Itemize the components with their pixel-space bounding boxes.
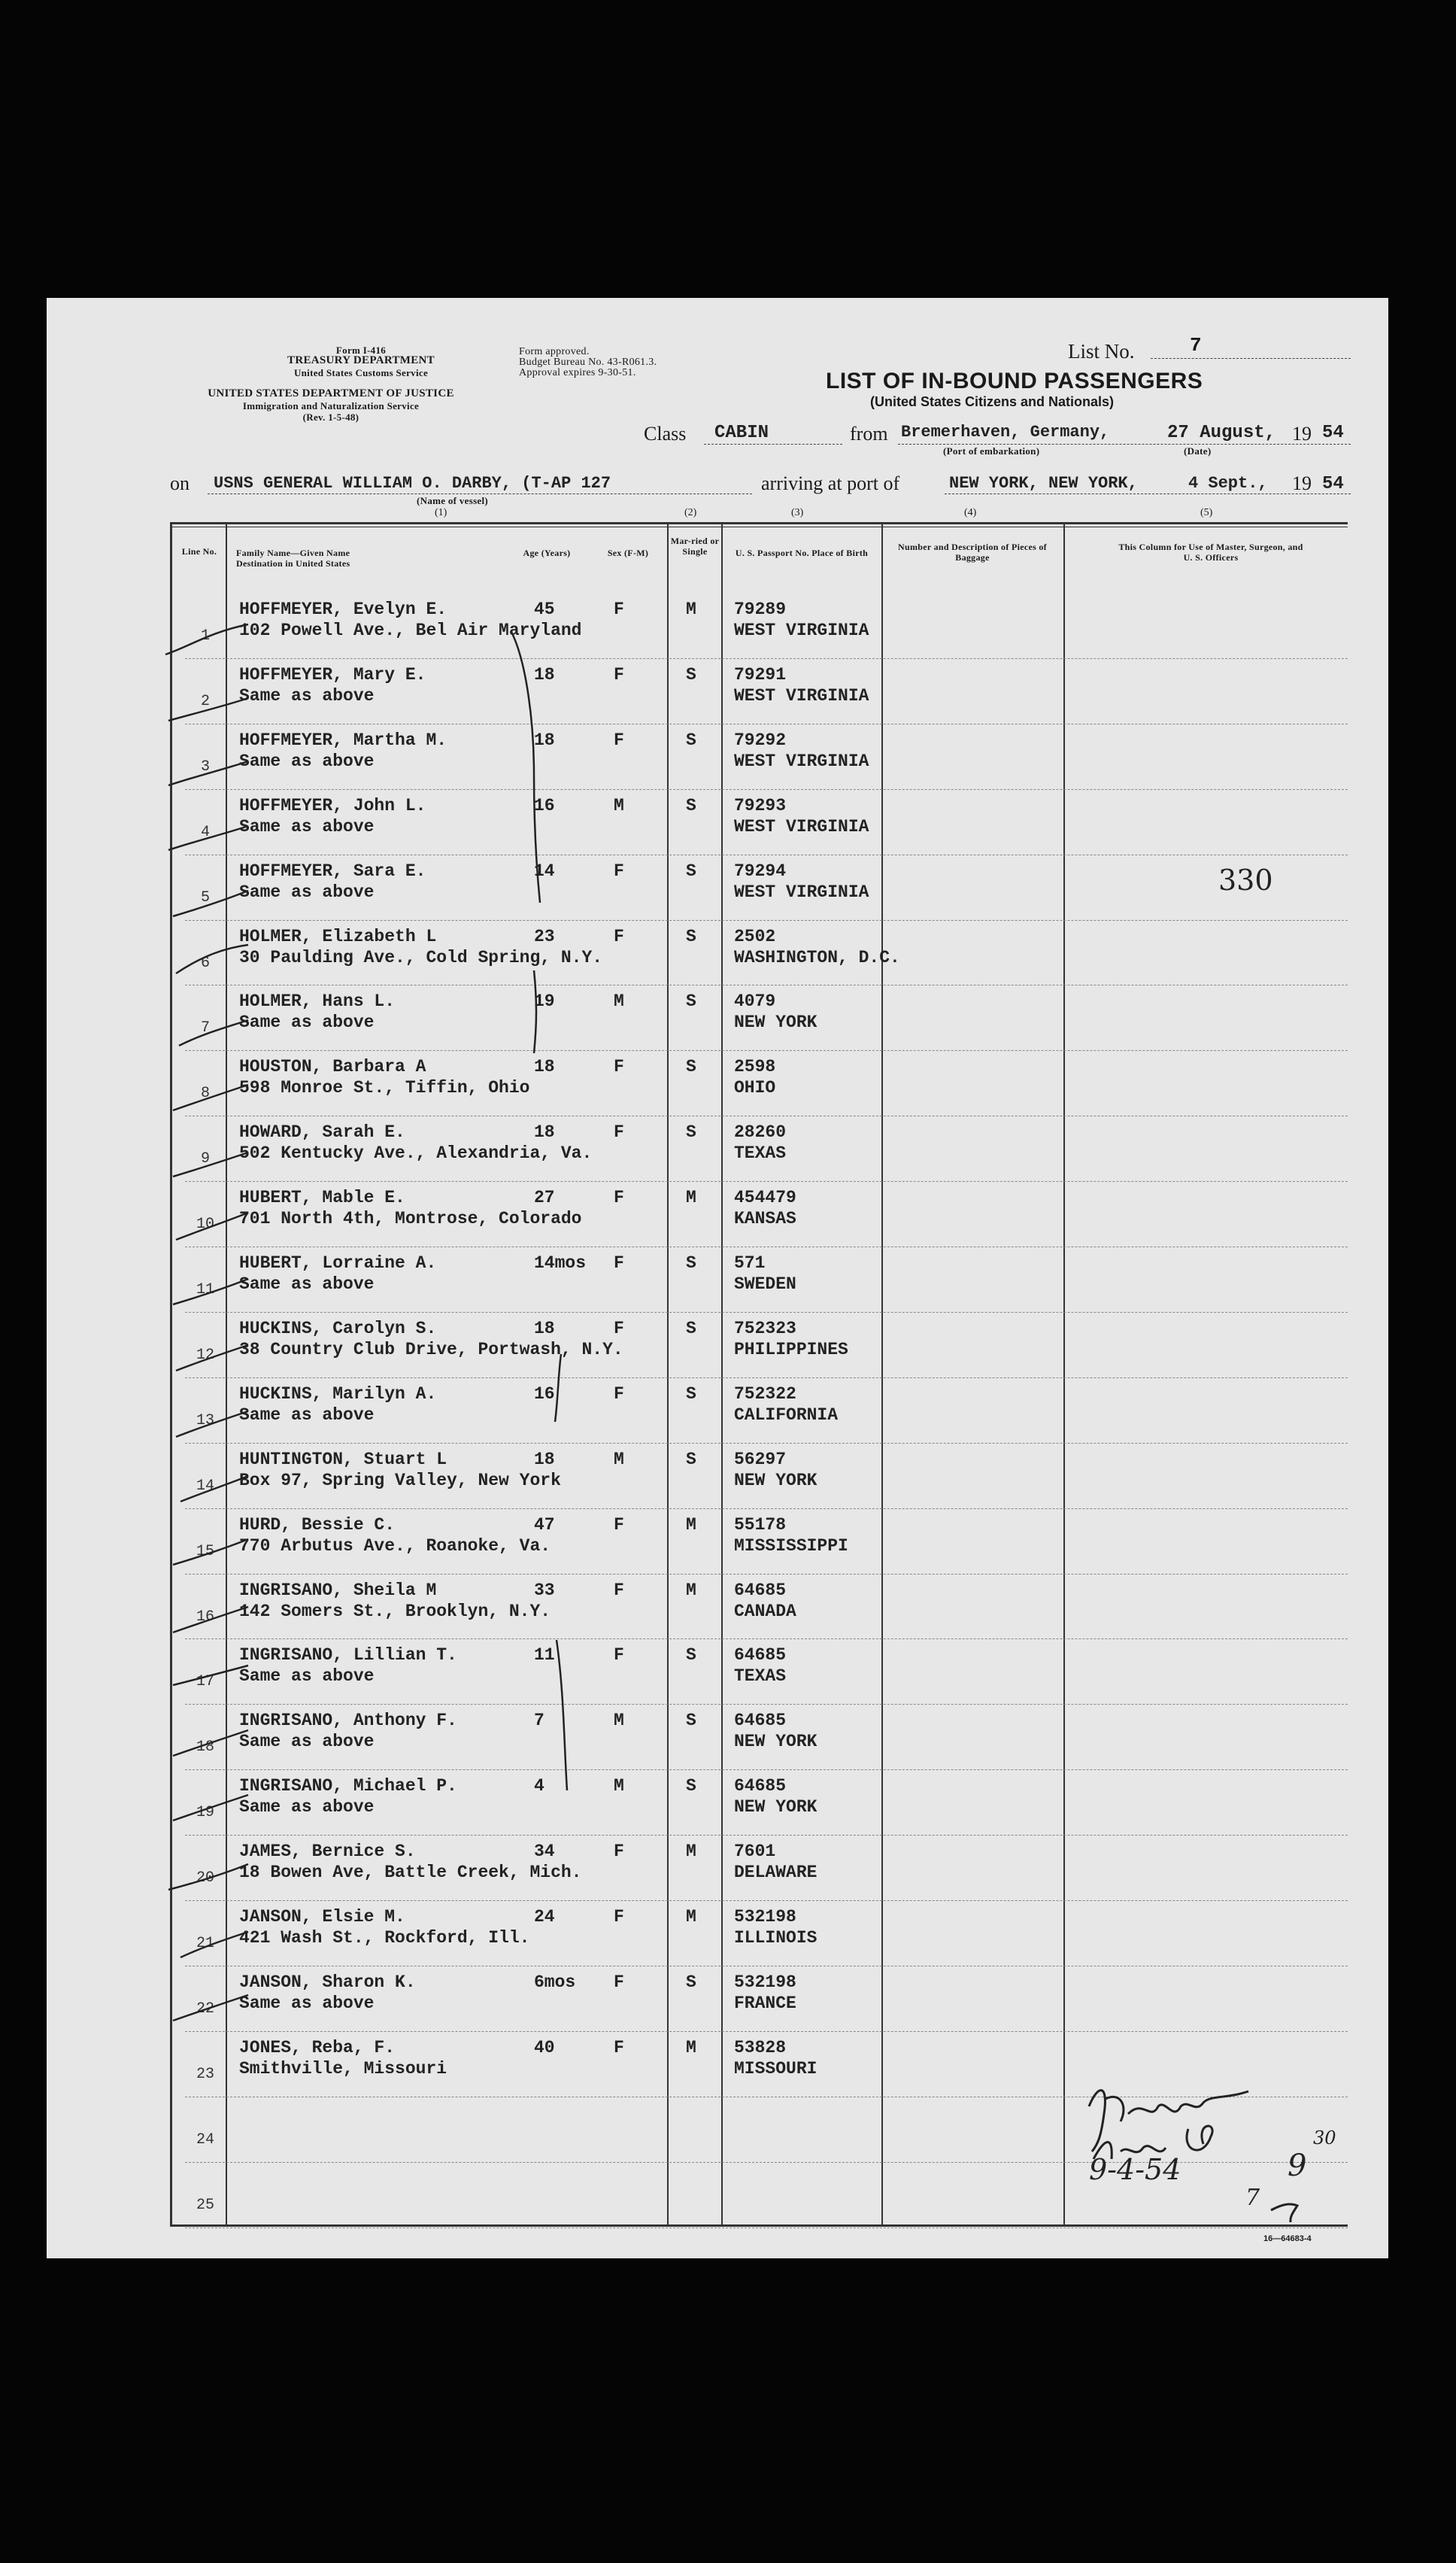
- passenger-age: 24: [534, 1907, 555, 1927]
- place-of-birth: CANADA: [734, 1601, 796, 1621]
- line-number: 25: [196, 2196, 214, 2214]
- passenger-address: 770 Arbutus Ave., Roanoke, Va.: [239, 1535, 551, 1556]
- passenger-address: 598 Monroe St., Tiffin, Ohio: [239, 1078, 530, 1098]
- passport-number: 55178: [734, 1514, 787, 1535]
- passenger-age: 19: [534, 991, 555, 1012]
- passenger-marital-status: M: [686, 1842, 696, 1862]
- passenger-address: Smithville, Missouri: [239, 2058, 447, 2079]
- passenger-address: Same as above: [239, 1666, 375, 1687]
- passenger-marital-status: S: [686, 664, 696, 685]
- passenger-sex: F: [614, 1514, 624, 1535]
- passenger-marital-status: M: [686, 1580, 696, 1600]
- line-number: 6: [200, 954, 210, 972]
- passenger-name: HURD, Bessie C.: [239, 1514, 396, 1535]
- passenger-address: Same as above: [239, 1732, 375, 1752]
- passenger-marital-status: S: [686, 1776, 696, 1796]
- customs-service: United States Customs Service: [293, 367, 429, 378]
- passport-number: 79294: [734, 861, 787, 881]
- arrival-port: NEW YORK, NEW YORK,: [949, 474, 1138, 493]
- header-destination: Destination in United States: [236, 558, 350, 569]
- vessel-name: USNS GENERAL WILLIAM O. DARBY, (T-AP 127: [214, 474, 611, 493]
- passenger-marital-status: S: [686, 861, 696, 881]
- place-of-birth: OHIO: [734, 1078, 776, 1098]
- place-of-birth: CALIFORNIA: [734, 1404, 839, 1425]
- passenger-name: HOFFMEYER, Mary E.: [239, 664, 426, 685]
- signature-stroke: [1089, 2091, 1248, 2152]
- header-passport: U. S. Passport No. Place of Birth: [735, 548, 869, 558]
- check-line-17: [173, 1666, 248, 1685]
- place-of-birth: WEST VIRGINIA: [734, 621, 869, 640]
- date-caption: (Date): [1184, 445, 1212, 457]
- check-line-3: [168, 761, 248, 785]
- check-line-20: [168, 1864, 248, 1890]
- year-2: 54: [1322, 474, 1344, 494]
- passport-number: 56297: [734, 1449, 787, 1469]
- check-line-8: [173, 1085, 248, 1110]
- line-number: 23: [196, 2065, 214, 2083]
- passenger-address: 18 Bowen Ave, Battle Creek, Mich.: [239, 1863, 582, 1883]
- place-of-birth: MISSOURI: [734, 2058, 817, 2079]
- place-of-birth: PHILIPPINES: [734, 1339, 848, 1359]
- passenger-age: 27: [534, 1188, 555, 1208]
- inspector-signature: [1075, 2076, 1406, 2227]
- list-number: 7: [1190, 334, 1202, 357]
- passenger-sex: F: [614, 1907, 624, 1927]
- passenger-sex: F: [614, 600, 624, 619]
- approval-line-1: Form approved.: [519, 346, 590, 357]
- passport-number: 571: [734, 1253, 766, 1273]
- passenger-age: 4: [534, 1776, 544, 1796]
- form-title: LIST OF IN-BOUND PASSENGERS: [826, 369, 1203, 393]
- class-value: CABIN: [714, 423, 769, 443]
- line-number: 19: [196, 1804, 214, 1822]
- divider-officers: [1063, 522, 1065, 2227]
- passenger-age: 45: [534, 600, 555, 619]
- passenger-age: 18: [534, 1122, 555, 1143]
- passenger-address: 38 Country Club Drive, Portwash, N.Y.: [239, 1339, 623, 1359]
- passenger-name: HUNTINGTON, Stuart L: [239, 1449, 447, 1469]
- col-num-4: (4): [964, 507, 977, 518]
- passenger-name: HUBERT, Lorraine A.: [239, 1253, 437, 1273]
- passenger-sex: F: [614, 1972, 624, 1992]
- place-of-birth: NEW YORK: [734, 1732, 817, 1752]
- check-line-5: [173, 888, 248, 916]
- place-of-birth: NEW YORK: [734, 1797, 817, 1817]
- line-number: 2: [200, 692, 210, 710]
- passenger-sex: F: [614, 1383, 624, 1404]
- passenger-age: 14: [534, 861, 555, 881]
- line-number: 5: [200, 888, 210, 906]
- passenger-name: HUBERT, Mable E.: [239, 1188, 405, 1208]
- check-line-19: [173, 1795, 248, 1821]
- passport-number: 4079: [734, 991, 776, 1012]
- passenger-marital-status: S: [686, 1449, 696, 1469]
- passenger-address: Same as above: [239, 751, 375, 771]
- approval-line-2: Budget Bureau No. 43-R061.3.: [519, 357, 657, 368]
- passenger-address: 421 Wash St., Rockford, Ill.: [239, 1928, 530, 1948]
- passenger-address: 502 Kentucky Ave., Alexandria, Va.: [239, 1143, 593, 1164]
- line-number: 10: [196, 1216, 214, 1234]
- passenger-age: 47: [534, 1514, 555, 1535]
- passenger-marital-status: M: [686, 1188, 696, 1208]
- signature-check: [1271, 2204, 1297, 2222]
- form-subtitle: (United States Citizens and Nationals): [869, 394, 1115, 409]
- line-number: 21: [196, 1935, 214, 1952]
- justice-dept: UNITED STATES DEPARTMENT OF JUSTICE: [208, 387, 454, 399]
- approval-line-3: Approval expires 9-30-51.: [519, 367, 636, 378]
- passport-number: 2598: [734, 1057, 776, 1077]
- passport-number: 532198: [734, 1907, 796, 1927]
- passenger-name: INGRISANO, Sheila M: [239, 1580, 437, 1600]
- passenger-age: 16: [534, 1383, 555, 1404]
- place-of-birth: TEXAS: [734, 1143, 787, 1164]
- passenger-address: 102 Powell Ave., Bel Air Maryland: [239, 621, 582, 640]
- passenger-marital-status: S: [686, 1122, 696, 1143]
- passenger-name: INGRISANO, Michael P.: [239, 1776, 457, 1796]
- age-bracket-line-2: [534, 970, 536, 1053]
- passenger-sex: F: [614, 1057, 624, 1077]
- passport-number: 2502: [734, 926, 776, 946]
- place-of-birth: SWEDEN: [734, 1274, 796, 1294]
- passenger-sex: F: [614, 1645, 624, 1666]
- hand-mark: 7: [1245, 2185, 1260, 2211]
- passenger-age: 18: [534, 664, 555, 685]
- list-number-line: [1151, 358, 1351, 359]
- line-number: 4: [200, 823, 210, 841]
- passenger-address: 142 Somers St., Brooklyn, N.Y.: [239, 1601, 551, 1621]
- passenger-address: Same as above: [239, 1993, 375, 2013]
- col-num-2: (2): [684, 507, 697, 518]
- passenger-age: 33: [534, 1580, 555, 1600]
- passenger-marital-status: S: [686, 1253, 696, 1273]
- header-baggage: Number and Description of Pieces of Baggage: [898, 542, 1047, 563]
- passenger-name: HUCKINS, Marilyn A.: [239, 1383, 437, 1404]
- passenger-address: Same as above: [239, 882, 375, 902]
- place-of-birth: KANSAS: [734, 1209, 796, 1229]
- check-line-21: [180, 1932, 248, 1957]
- line-number: 16: [196, 1608, 214, 1626]
- header-line-no: Line No.: [181, 546, 217, 557]
- passenger-marital-status: S: [686, 926, 696, 946]
- passenger-address: 30 Paulding Ave., Cold Spring, N.Y.: [239, 947, 603, 967]
- passenger-name: HOWARD, Sarah E.: [239, 1122, 405, 1143]
- passenger-name: JANSON, Sharon K.: [239, 1972, 416, 1992]
- passenger-age: 18: [534, 1449, 555, 1469]
- passenger-marital-status: M: [686, 1907, 696, 1927]
- inspection-date: 9-4-54: [1089, 2153, 1181, 2186]
- officer-number: 330: [1218, 864, 1273, 897]
- col-num-5: (5): [1200, 507, 1213, 518]
- check-line-7: [179, 1020, 248, 1046]
- passenger-age: 18: [534, 730, 555, 750]
- check-line-6: [176, 945, 248, 973]
- check-line-11: [173, 1279, 248, 1304]
- arrival-date: 4 Sept.,: [1188, 474, 1268, 493]
- from-label: from: [850, 423, 888, 445]
- passenger-address: Same as above: [239, 1797, 375, 1817]
- passenger-name: HOUSTON, Barbara A: [239, 1057, 426, 1077]
- passport-number: 79293: [734, 795, 787, 815]
- check-line-14: [180, 1476, 248, 1502]
- passenger-sex: F: [614, 1318, 624, 1338]
- treasury-dept: TREASURY DEPARTMENT: [287, 354, 435, 366]
- year-prefix-1: 19: [1292, 423, 1312, 445]
- passenger-name: INGRISANO, Anthony F.: [239, 1711, 457, 1731]
- passport-number: 532198: [734, 1972, 796, 1992]
- check-line-18: [173, 1730, 248, 1756]
- passport-number: 64685: [734, 1776, 787, 1796]
- line-number: 20: [196, 1869, 214, 1887]
- passenger-name: HOLMER, Elizabeth L: [239, 926, 437, 946]
- place-of-birth: NEW YORK: [734, 1470, 817, 1490]
- passenger-marital-status: S: [686, 1057, 696, 1077]
- line-number: 1: [200, 627, 210, 645]
- header-age: Age (Years): [523, 548, 571, 558]
- hand-check-marks: [158, 602, 835, 2106]
- passenger-name: HOFFMEYER, Sara E.: [239, 861, 426, 881]
- line-number: 9: [200, 1150, 210, 1168]
- passport-number: 79292: [734, 730, 787, 750]
- age-bracket-line-1: [511, 632, 540, 903]
- passport-number: 53828: [734, 2037, 787, 2057]
- line-number: 17: [196, 1673, 214, 1691]
- passport-number: 454479: [734, 1188, 796, 1208]
- passenger-name: JAMES, Bernice S.: [239, 1842, 416, 1862]
- place-of-birth: WASHINGTON, D.C.: [734, 947, 900, 967]
- class-line: [704, 444, 842, 445]
- arriving-label: arriving at port of: [761, 472, 900, 494]
- place-of-birth: WEST VIRGINIA: [734, 882, 869, 902]
- check-line-4: [168, 823, 248, 850]
- passenger-name: HUCKINS, Carolyn S.: [239, 1318, 437, 1338]
- list-number-label: List No.: [1068, 340, 1135, 363]
- passenger-marital-status: M: [686, 1514, 696, 1535]
- passport-number: 79289: [734, 600, 787, 619]
- line-number: 24: [196, 2130, 214, 2148]
- passenger-sex: F: [614, 1842, 624, 1862]
- passenger-address: Box 97, Spring Valley, New York: [239, 1470, 561, 1490]
- place-of-birth: WEST VIRGINIA: [734, 816, 869, 837]
- embarkation-date: 27 August,: [1167, 423, 1276, 443]
- passport-number: 752323: [734, 1318, 796, 1338]
- arrival-line: [945, 493, 1351, 494]
- check-line-10: [176, 1213, 248, 1240]
- port-caption: (Port of embarkation): [943, 445, 1040, 457]
- vessel-line: [208, 493, 752, 494]
- row-separator: [185, 2227, 1348, 2228]
- place-of-birth: WEST VIRGINIA: [734, 751, 869, 771]
- passenger-name: INGRISANO, Lillian T.: [239, 1645, 457, 1666]
- line-number: 12: [196, 1346, 214, 1364]
- place-of-birth: TEXAS: [734, 1666, 787, 1687]
- place-of-birth: WEST VIRGINIA: [734, 685, 869, 706]
- passenger-sex: F: [614, 861, 624, 881]
- ins-service: Immigration and Naturalization Service: [242, 400, 420, 411]
- place-of-birth: MISSISSIPPI: [734, 1535, 848, 1556]
- passenger-address: Same as above: [239, 685, 375, 706]
- inspection-time-minute: 30: [1313, 2127, 1336, 2148]
- check-line-13: [176, 1411, 248, 1437]
- place-of-birth: NEW YORK: [734, 1013, 817, 1033]
- col-num-3: (3): [791, 507, 804, 518]
- check-line-15: [173, 1539, 248, 1565]
- passenger-address: Same as above: [239, 1013, 375, 1033]
- passenger-marital-status: S: [686, 1645, 696, 1666]
- vessel-caption: (Name of vessel): [417, 495, 489, 506]
- passenger-sex: F: [614, 1580, 624, 1600]
- passenger-marital-status: S: [686, 1972, 696, 1992]
- passenger-sex: M: [614, 1776, 624, 1796]
- passenger-sex: M: [614, 991, 624, 1012]
- place-of-birth: FRANCE: [734, 1993, 796, 2013]
- passenger-marital-status: M: [686, 600, 696, 619]
- passenger-name: HOFFMEYER, Evelyn E.: [239, 600, 447, 619]
- age-bracket-line-3: [555, 1354, 561, 1422]
- passport-number: 79291: [734, 664, 787, 685]
- passenger-age: 18: [534, 1057, 555, 1077]
- passenger-age: 7: [534, 1711, 544, 1731]
- passenger-address: Same as above: [239, 1274, 375, 1294]
- passenger-sex: M: [614, 795, 624, 815]
- check-line-22: [173, 1995, 248, 2021]
- header-married: Mar-ried or Single: [670, 536, 720, 557]
- class-label: Class: [644, 423, 687, 445]
- passenger-age: 6mos: [534, 1972, 576, 1992]
- check-line-2: [168, 698, 248, 721]
- passenger-address: Same as above: [239, 1404, 375, 1425]
- passenger-sex: F: [614, 1253, 624, 1273]
- passenger-sex: M: [614, 1711, 624, 1731]
- line-number: 22: [196, 2000, 214, 2018]
- passenger-name: JONES, Reba, F.: [239, 2037, 396, 2057]
- passenger-age: 16: [534, 795, 555, 815]
- passenger-sex: F: [614, 664, 624, 685]
- header-officers: This Column for Use of Master, Surgeon, and U. S. Officers: [1118, 542, 1303, 563]
- passenger-address: 701 North 4th, Montrose, Colorado: [239, 1209, 582, 1229]
- check-line-12: [176, 1345, 248, 1371]
- col-num-1: (1): [435, 507, 447, 518]
- passenger-sex: F: [614, 2037, 624, 2057]
- passenger-age: 40: [534, 2037, 555, 2057]
- passenger-name: HOFFMEYER, Martha M.: [239, 730, 447, 750]
- passenger-marital-status: S: [686, 991, 696, 1012]
- form-number: Form I-416: [335, 345, 387, 356]
- line-number: 14: [196, 1477, 214, 1495]
- passenger-age: 14mos: [534, 1253, 587, 1273]
- passenger-name: HOFFMEYER, John L.: [239, 795, 426, 815]
- passenger-marital-status: S: [686, 795, 696, 815]
- from-line: [898, 444, 1351, 445]
- passenger-address: Same as above: [239, 816, 375, 837]
- passport-number: 752322: [734, 1383, 796, 1404]
- passenger-name: HOLMER, Hans L.: [239, 991, 396, 1012]
- year-1: 54: [1322, 423, 1344, 443]
- passenger-sex: F: [614, 1122, 624, 1143]
- passenger-sex: M: [614, 1449, 624, 1469]
- passenger-marital-status: S: [686, 1318, 696, 1338]
- line-number: 15: [196, 1542, 214, 1560]
- passenger-marital-status: S: [686, 1383, 696, 1404]
- footer-code: 16—64683-4: [1263, 2234, 1312, 2243]
- passenger-sex: F: [614, 926, 624, 946]
- line-number: 18: [196, 1739, 214, 1757]
- place-of-birth: ILLINOIS: [734, 1928, 817, 1948]
- passport-number: 7601: [734, 1842, 776, 1862]
- embarkation-port: Bremerhaven, Germany,: [901, 423, 1110, 442]
- on-label: on: [170, 472, 190, 494]
- inspection-time-hour: 9: [1288, 2148, 1307, 2183]
- line-number: 13: [196, 1411, 214, 1429]
- passenger-age: 11: [534, 1645, 555, 1666]
- header-name: Family Name—Given Name: [236, 548, 350, 558]
- year-prefix-2: 19: [1292, 472, 1312, 494]
- passport-number: 64685: [734, 1711, 787, 1731]
- line-number: 3: [200, 758, 210, 776]
- check-line-1: [165, 624, 248, 654]
- passenger-sex: F: [614, 1188, 624, 1208]
- passenger-marital-status: S: [686, 730, 696, 750]
- line-number: 7: [200, 1019, 210, 1037]
- passenger-marital-status: M: [686, 2037, 696, 2057]
- age-bracket-line-4: [557, 1640, 567, 1790]
- passenger-name: JANSON, Elsie M.: [239, 1907, 405, 1927]
- passenger-age: 23: [534, 926, 555, 946]
- passport-number: 64685: [734, 1645, 787, 1666]
- passenger-age: 34: [534, 1842, 555, 1862]
- check-line-9: [173, 1152, 248, 1177]
- passenger-age: 18: [534, 1318, 555, 1338]
- passport-number: 64685: [734, 1580, 787, 1600]
- check-line-16: [173, 1607, 248, 1632]
- header-sex: Sex (F-M): [607, 548, 649, 558]
- passenger-marital-status: S: [686, 1711, 696, 1731]
- line-number: 8: [200, 1085, 210, 1103]
- divider-baggage: [881, 522, 883, 2227]
- passenger-sex: F: [614, 730, 624, 750]
- passport-number: 28260: [734, 1122, 787, 1143]
- place-of-birth: DELAWARE: [734, 1863, 817, 1883]
- line-number: 11: [196, 1281, 214, 1298]
- form-revision: (Rev. 1-5-48): [302, 411, 359, 423]
